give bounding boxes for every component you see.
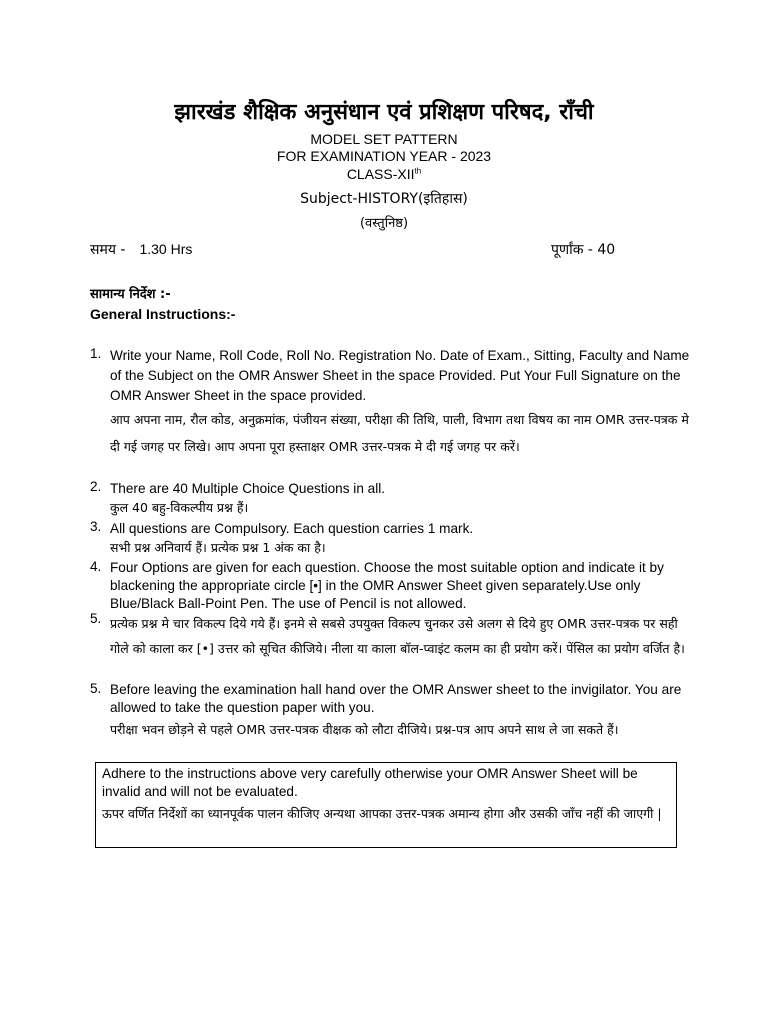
subject-line: Subject-HISTORY(इतिहास): [300, 191, 468, 207]
instruction-item: [90, 611, 690, 661]
item-text-hindi: परीक्षा भवन छोड़ने से पहले OMR उत्तर-पत्रक वीक्षक को लौटा दीजिये। प्रश्न-पत्र आप अपने साथ ले जा सकते हैं।: [110, 722, 619, 737]
item-text-english: All questions are Compulsory. Each question carries 1 mark.: [110, 521, 474, 536]
item-text-english: Write your Name, Roll Code, Roll No. Registration No. Date of Exam., Sitting, Faculty and Name of the Subject on the OMR Answer Sheet in the space Provided. Put Your Full Signature on the OMR Answer Sheet in the space provided.: [110, 348, 690, 403]
instructions-heading-hindi: सामान्य निर्देश :-: [90, 287, 171, 302]
class-main: CLASS-XII: [346, 166, 415, 182]
instructions-heading-english: General Instructions:-: [90, 306, 236, 322]
item-number: 1.: [90, 346, 102, 361]
instruction-item: [90, 681, 690, 743]
item-text-english: There are 40 Multiple Choice Questions in all.: [110, 481, 386, 496]
exam-year-line: FOR EXAMINATION YEAR - 2023: [276, 148, 492, 164]
item-text-english: Four Options are given for each question. Choose the most suitable option and indicate it by blackening the appropriate circle [•] in the OMR Answer Sheet given separately.Use only Blue/Black Ball-Point Pen. The use of Pencil is not allowed.: [110, 560, 664, 611]
instruction-item: [90, 346, 690, 460]
time-info: [90, 240, 192, 259]
question-type-line: (वस्तुनिष्ठ): [359, 216, 409, 231]
item-text-hindi: प्रत्येक प्रश्न मे चार विकल्प दिये गये हैं। इनमे से सबसे उपयुक्त विकल्प चुनकर उसे अलग से दिये हुए OMR उत्तर-पत्रक पर सही गोले को काला कर [•] उत्तर को सूचित कीजिये। नीला या काला बॉल-प्वाइंट कलम का ही प्रयोग करें। पेंसिल का प्रयोग वर्जित है।: [110, 616, 685, 656]
item-text-hindi: कुल 40 बहु-विकल्पीय प्रश्न हैं।: [110, 500, 249, 515]
class-line: [0, 166, 768, 182]
instruction-item: [90, 519, 690, 557]
item-number: 3.: [90, 519, 102, 534]
item-text-english: Before leaving the examination hall hand over the OMR Answer sheet to the invigilator. You are allowed to take the question paper with you.: [110, 682, 682, 715]
board-title: झारखंड शैक्षिक अनुसंधान एवं प्रशिक्षण परिषद, राँची: [174, 100, 594, 125]
time-value: 1.30 Hrs: [139, 241, 193, 257]
warning-note-box: [95, 762, 677, 848]
time-label: समय -: [90, 242, 126, 258]
instruction-item: [90, 479, 690, 517]
item-number: 4.: [90, 559, 102, 574]
full-marks: पूर्णांक - 40: [551, 242, 616, 258]
note-text-hindi: ऊपर वर्णित निर्देशों का ध्यानपूर्वक पालन कीजिए अन्यथा आपका उत्तर-पत्रक अमान्य होगा और उसकी जाँच नहीं की जाएगी |: [102, 806, 662, 821]
class-superscript: th: [414, 166, 422, 176]
item-number: 5.: [90, 611, 102, 626]
item-number: 2.: [90, 479, 102, 494]
item-text-hindi: सभी प्रश्न अनिवार्य हैं। प्रत्येक प्रश्न 1 अंक का है।: [110, 540, 326, 555]
item-text-hindi: आप अपना नाम, रौल कोड, अनुक्रमांक, पंजीयन संख्या, परीक्षा की तिथि, पाली, विभाग तथा विषय का नाम OMR उत्तर-पत्रक मे दी गई जगह पर लिखे। आप अपना पूरा हस्ताक्षर OMR उत्तर-पत्रक मे दी गई जगह पर करें।: [110, 412, 689, 454]
item-number: 5.: [90, 681, 102, 696]
instruction-item: [90, 559, 690, 613]
note-text-english: Adhere to the instructions above very carefully otherwise your OMR Answer Sheet will be invalid and will not be evaluated.: [102, 766, 638, 799]
model-set-line: MODEL SET PATTERN: [310, 131, 458, 147]
